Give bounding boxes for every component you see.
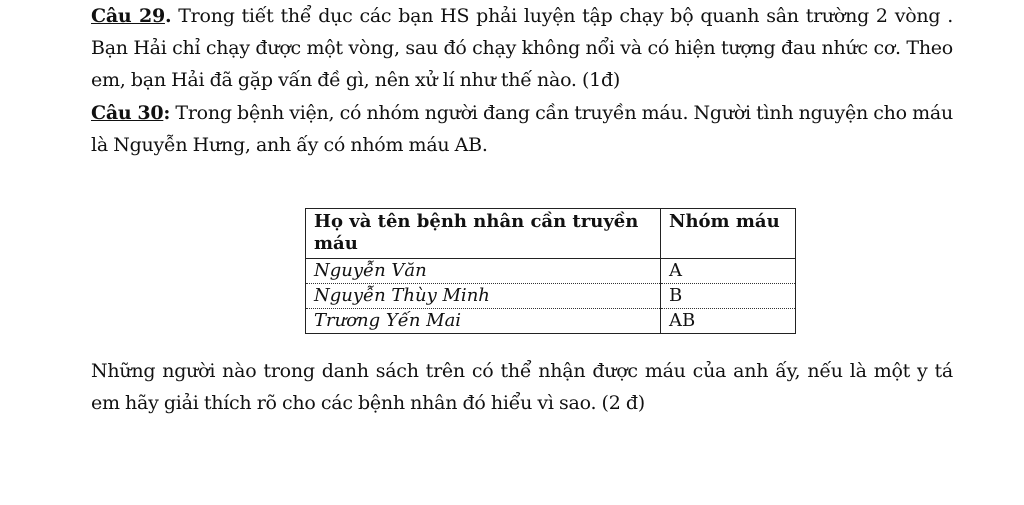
patient-name-cell: Trương Yến Mai — [306, 309, 661, 334]
question-30 — [91, 97, 953, 161]
blood-type-table — [305, 208, 796, 334]
blood-type-table-wrap — [305, 208, 796, 334]
header-patient-name: Họ và tên bệnh nhân cần truyền máu — [306, 209, 661, 259]
question-30-punct: : — [163, 102, 171, 124]
question-29-label: Câu 29 — [91, 5, 165, 27]
table-header-row — [306, 209, 796, 259]
blood-type-cell: AB — [661, 309, 796, 334]
table-row — [306, 309, 796, 334]
question-30-label: Câu 30 — [91, 102, 164, 124]
patient-name-cell: Nguyễn Văn — [306, 259, 661, 284]
blood-type-cell: A — [661, 259, 796, 284]
table-row — [306, 259, 796, 284]
blood-type-cell: B — [661, 284, 796, 309]
question-29-punct: . — [164, 5, 172, 27]
table-row — [306, 284, 796, 309]
header-blood-type: Nhóm máu — [661, 209, 796, 259]
patient-name-cell: Nguyễn Thùy Minh — [306, 284, 661, 309]
question-30-text: Trong bệnh viện, có nhóm người đang cần truyền máu. Người tình nguyện cho máu là Nguyễn Hưng, anh ấy có nhóm máu AB. — [91, 102, 953, 156]
question-29-text: Trong tiết thể dục các bạn HS phải luyện tập chạy bộ quanh sân trường 2 vòng . Bạn Hải chỉ chạy được một vòng, sau đó chạy không nổi và có hiện tượng đau nhức cơ. Theo em, bạn Hải đã gặp vấn đề gì, nên xử lí như thế nào. (1đ) — [91, 5, 953, 91]
closing-question: Những người nào trong danh sách trên có thể nhận được máu của anh ấy, nếu là một y tá em hãy giải thích rõ cho các bệnh nhân đó hiểu vì sao. (2 đ) — [91, 360, 953, 414]
question-29 — [91, 0, 953, 96]
